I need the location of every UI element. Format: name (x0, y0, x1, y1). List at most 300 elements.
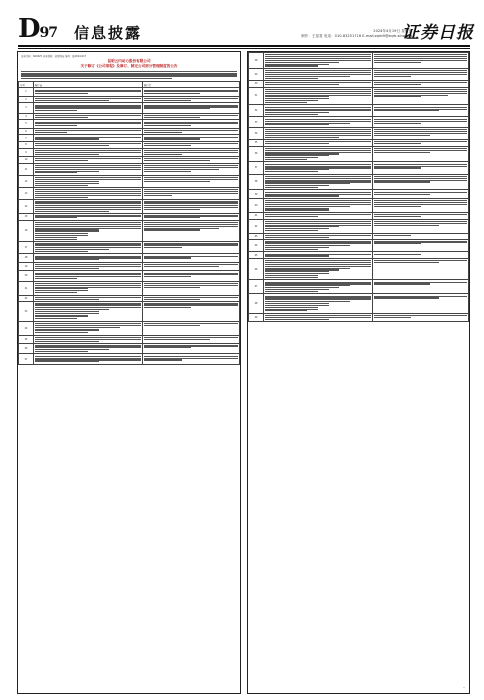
editor-line: 制作：王星星 电话：010-83251716 E-mail:zqrb9@zqrb.sina.net (301, 34, 412, 38)
row-number: 44 (249, 240, 264, 252)
table-row (249, 252, 469, 259)
text-line (144, 359, 182, 360)
cell-after (373, 190, 469, 198)
table-row (19, 88, 240, 96)
text-line (144, 217, 200, 218)
row-number: 13 (19, 187, 34, 199)
cell-after (143, 157, 240, 164)
cell-before (264, 190, 373, 198)
document-title-block (18, 59, 240, 69)
text-line (144, 145, 191, 146)
text-line (265, 137, 339, 138)
text-line (144, 307, 191, 308)
cell-before (264, 233, 373, 240)
text-line (374, 194, 430, 195)
cell-before (264, 117, 373, 127)
row-number: 12 (19, 175, 34, 187)
right-column (247, 51, 470, 694)
cell-before (34, 281, 143, 295)
text-line (374, 317, 411, 318)
text-line (144, 181, 210, 182)
cell-after (373, 174, 469, 190)
cell-after (373, 252, 469, 259)
page-number-digits: 97 (39, 25, 58, 41)
column-header-before: 修订前 (34, 81, 143, 87)
cell-after (373, 139, 469, 146)
document-meta: 证券代码：600225 证券简称：卓朗科技 编号：临2024-017 (21, 55, 87, 58)
cell-after (373, 198, 469, 212)
table-row (19, 103, 240, 113)
table-row (19, 120, 240, 128)
text-line (35, 154, 99, 155)
cell-before (264, 105, 373, 117)
cell-before (264, 87, 373, 105)
table-row (19, 148, 240, 156)
text-line (35, 117, 88, 118)
cell-before (34, 88, 143, 96)
table-row (249, 139, 469, 146)
cell-after (143, 262, 240, 270)
row-number: 4 (19, 113, 34, 120)
cell-before (264, 139, 373, 146)
row-number: 42 (249, 219, 264, 233)
cell-before (34, 141, 143, 148)
row-number: 21 (19, 281, 34, 295)
row-number: 16 (19, 220, 34, 241)
row-number: 36 (249, 146, 264, 162)
cell-after (373, 313, 469, 321)
table-row (249, 53, 469, 69)
row-number: 6 (19, 128, 34, 135)
text-line (144, 257, 191, 258)
cell-before (34, 344, 143, 354)
row-number: 32 (249, 105, 264, 117)
text-line (374, 123, 421, 124)
table-row (249, 117, 469, 127)
cell-before (264, 198, 373, 212)
row-number: 7 (19, 135, 34, 142)
table-row (19, 354, 240, 364)
text-line (35, 239, 77, 240)
cell-after (143, 254, 240, 262)
row-number: 41 (249, 212, 264, 219)
text-line (35, 299, 99, 300)
table-row (19, 254, 240, 262)
text-line (374, 225, 439, 226)
page-number (18, 16, 57, 46)
cell-after (143, 148, 240, 156)
cell-after (373, 240, 469, 252)
header-rule-thick (18, 45, 470, 47)
cell-after (143, 302, 240, 322)
text-line (144, 160, 210, 161)
text-line (144, 339, 210, 340)
text-line (374, 62, 421, 63)
cell-after (143, 295, 240, 302)
text-line (35, 110, 77, 111)
row-number: 23 (19, 302, 34, 322)
text-line (35, 132, 67, 133)
cell-after (373, 53, 469, 69)
table-row (249, 313, 469, 321)
row-number: 34 (249, 127, 264, 139)
cell-after (373, 212, 469, 219)
cell-before (34, 271, 143, 281)
table-row (19, 242, 240, 254)
cell-before (34, 242, 143, 254)
cell-before (34, 148, 143, 156)
cell-after (373, 81, 469, 88)
cell-before (34, 157, 143, 164)
cell-after (143, 163, 240, 175)
cell-after (143, 103, 240, 113)
table-row (249, 127, 469, 139)
cell-after (143, 113, 240, 120)
text-line (374, 243, 421, 244)
text-line (144, 108, 210, 109)
cell-after (143, 281, 240, 295)
cell-after (373, 162, 469, 174)
row-number: 9 (19, 148, 34, 156)
text-line (265, 230, 318, 231)
text-line (144, 299, 200, 300)
table-row (249, 146, 469, 162)
cell-before (34, 354, 143, 364)
cell-after (143, 335, 240, 343)
text-line (265, 310, 307, 311)
text-line (35, 197, 88, 198)
table-row (249, 198, 469, 212)
text-line (374, 235, 411, 236)
row-number: 3 (19, 103, 34, 113)
table-row (19, 163, 240, 175)
text-line (265, 209, 329, 210)
text-line (35, 185, 88, 186)
table-row (19, 302, 240, 322)
announcement-title: 关于修订《公司章程》及修订、制定公司部分管理制度的公告 (80, 64, 178, 68)
row-number: 35 (249, 139, 264, 146)
row-number: 31 (249, 87, 264, 105)
text-line (35, 268, 99, 269)
text-line (265, 102, 307, 103)
text-line (374, 283, 430, 284)
text-line (374, 262, 439, 263)
text-line (265, 291, 318, 292)
cell-after (143, 220, 240, 241)
table-row (249, 233, 469, 240)
row-number: 27 (19, 354, 34, 364)
table-row (19, 128, 240, 135)
text-line (265, 114, 318, 115)
cell-before (34, 254, 143, 262)
row-number: 19 (19, 262, 34, 270)
text-line (35, 211, 109, 212)
cell-after (143, 141, 240, 148)
cell-before (264, 313, 373, 321)
table-row (19, 175, 240, 187)
table-row (249, 190, 469, 198)
cell-after (143, 344, 240, 354)
row-number: 37 (249, 162, 264, 174)
row-number: 45 (249, 252, 264, 259)
row-number: 18 (19, 254, 34, 262)
cell-after (143, 214, 240, 221)
text-line (144, 325, 200, 326)
row-number: 1 (19, 88, 34, 96)
cell-before (34, 302, 143, 322)
cell-before (34, 113, 143, 120)
table-row (19, 335, 240, 343)
text-line (265, 187, 318, 188)
row-number: 2 (19, 96, 34, 103)
text-line (144, 195, 172, 196)
row-number: 33 (249, 117, 264, 127)
text-line (35, 361, 99, 362)
text-line (144, 100, 191, 101)
table-row (19, 281, 240, 295)
text-line (144, 276, 191, 277)
cell-after (373, 219, 469, 233)
text-line (35, 145, 109, 146)
text-line (265, 124, 329, 125)
cell-before (264, 53, 373, 69)
text-line (374, 216, 421, 217)
row-number: 48 (249, 294, 264, 314)
cell-before (34, 187, 143, 199)
table-row (19, 271, 240, 281)
text-line (35, 100, 109, 101)
cell-after (143, 135, 240, 142)
cell-before (34, 120, 143, 128)
cell-before (34, 128, 143, 135)
text-line (144, 138, 200, 139)
table-row (19, 321, 240, 335)
text-line (144, 171, 191, 172)
row-number: 20 (19, 271, 34, 281)
table-row (19, 344, 240, 354)
text-line (144, 209, 200, 210)
masthead (0, 0, 484, 48)
cell-before (264, 219, 373, 233)
table-row (19, 135, 240, 142)
cell-before (264, 212, 373, 219)
cell-before (264, 252, 373, 259)
table-row (249, 258, 469, 279)
page-letter: D (18, 14, 40, 44)
cell-after (373, 294, 469, 314)
table-row (19, 157, 240, 164)
date-line: 2024年4月19日 星期五 (373, 29, 412, 33)
row-number: 28 (249, 53, 264, 69)
text-line (374, 181, 430, 182)
text-line (374, 297, 439, 298)
row-number: 49 (249, 313, 264, 321)
text-line (265, 65, 318, 66)
row-number: 29 (249, 68, 264, 80)
text-line (144, 93, 200, 94)
table-row (19, 141, 240, 148)
text-line (35, 172, 77, 173)
row-number: 11 (19, 163, 34, 175)
row-number: 14 (19, 200, 34, 214)
table-row (249, 219, 469, 233)
continuation-mark: — (462, 686, 465, 689)
cell-after (373, 233, 469, 240)
text-line (144, 229, 200, 230)
cell-before (34, 321, 143, 335)
row-number: 39 (249, 190, 264, 198)
row-number: 26 (19, 344, 34, 354)
row-number: 43 (249, 233, 264, 240)
column-header-after: 修订后 (143, 81, 240, 87)
table-row (19, 262, 240, 270)
cell-after (143, 200, 240, 214)
text-line (265, 84, 339, 85)
table-row (249, 68, 469, 80)
table-row (249, 240, 469, 252)
text-line (144, 266, 219, 267)
text-line (374, 135, 430, 136)
table-row (249, 81, 469, 88)
text-line (35, 251, 88, 252)
text-line (35, 292, 77, 293)
cell-after (373, 258, 469, 279)
table-row (249, 212, 469, 219)
cell-before (264, 280, 373, 294)
cell-after (373, 87, 469, 105)
cell-before (34, 335, 143, 343)
cell-after (373, 146, 469, 162)
text-line (144, 347, 191, 348)
text-line (374, 152, 430, 153)
row-number: 15 (19, 214, 34, 221)
text-line (265, 159, 307, 160)
row-number: 47 (249, 280, 264, 294)
cell-after (143, 354, 240, 364)
cell-before (34, 214, 143, 221)
cell-before (34, 200, 143, 214)
text-line (265, 171, 318, 172)
row-number: 10 (19, 157, 34, 164)
text-line (374, 76, 411, 77)
text-line (144, 132, 182, 133)
text-line (265, 249, 318, 250)
header-info (262, 29, 412, 39)
table-row (249, 162, 469, 174)
left-column (17, 51, 241, 694)
cell-before (34, 262, 143, 270)
table-row (19, 295, 240, 302)
table-row (249, 280, 469, 294)
table-row (19, 113, 240, 120)
text-line (35, 217, 77, 218)
row-number: 46 (249, 258, 264, 279)
text-line (374, 96, 421, 97)
text-line (374, 110, 439, 111)
section-title: 信息披露 (74, 24, 143, 42)
cell-before (264, 68, 373, 80)
cell-before (264, 162, 373, 174)
cell-after (143, 128, 240, 135)
cell-before (34, 175, 143, 187)
row-number: 25 (19, 335, 34, 343)
cell-before (264, 240, 373, 252)
cell-after (373, 280, 469, 294)
newspaper-logo: 证券日报 (402, 23, 474, 43)
row-number: 30 (249, 81, 264, 88)
text-line (144, 125, 191, 126)
row-number: 22 (19, 295, 34, 302)
cell-after (143, 120, 240, 128)
column-header-index: 序号 (19, 81, 34, 87)
cell-before (34, 220, 143, 241)
text-line (265, 319, 329, 320)
cell-before (34, 96, 143, 103)
table-row (19, 214, 240, 221)
cell-before (34, 295, 143, 302)
cell-after (143, 96, 240, 103)
text-line (265, 143, 329, 144)
text-line (265, 195, 339, 196)
table-row (249, 105, 469, 117)
cell-before (264, 174, 373, 190)
cell-before (34, 103, 143, 113)
text-line (265, 237, 329, 238)
text-line (144, 154, 182, 155)
cell-after (143, 88, 240, 96)
text-line (35, 125, 77, 126)
text-line (265, 216, 318, 217)
intro-paragraph (18, 69, 240, 81)
text-line (35, 278, 77, 279)
text-line (374, 254, 421, 255)
amendment-table-left (18, 81, 240, 365)
text-line (374, 206, 421, 207)
cell-after (373, 68, 469, 80)
table-row (19, 187, 240, 199)
row-number: 40 (249, 198, 264, 212)
table-row (19, 200, 240, 214)
cell-after (373, 117, 469, 127)
text-line (144, 287, 200, 288)
cell-before (264, 294, 373, 314)
text-line (265, 78, 318, 79)
cell-after (373, 105, 469, 117)
text-line (35, 341, 99, 342)
text-line (374, 143, 421, 144)
cell-before (264, 146, 373, 162)
text-line (35, 332, 88, 333)
text-line (35, 351, 88, 352)
row-number: 38 (249, 174, 264, 190)
row-number: 8 (19, 141, 34, 148)
row-number: 24 (19, 321, 34, 335)
table-row (19, 96, 240, 103)
table-row (249, 294, 469, 314)
text-line (35, 138, 99, 139)
table-row (249, 174, 469, 190)
cell-before (264, 127, 373, 139)
cell-after (373, 127, 469, 139)
company-name: 昆明云内动力股份有限公司 (107, 59, 151, 63)
row-number: 17 (19, 242, 34, 254)
text-line (35, 259, 99, 260)
text-line (265, 277, 318, 278)
cell-after (143, 175, 240, 187)
cell-before (34, 163, 143, 175)
cell-before (34, 135, 143, 142)
cell-after (143, 187, 240, 199)
